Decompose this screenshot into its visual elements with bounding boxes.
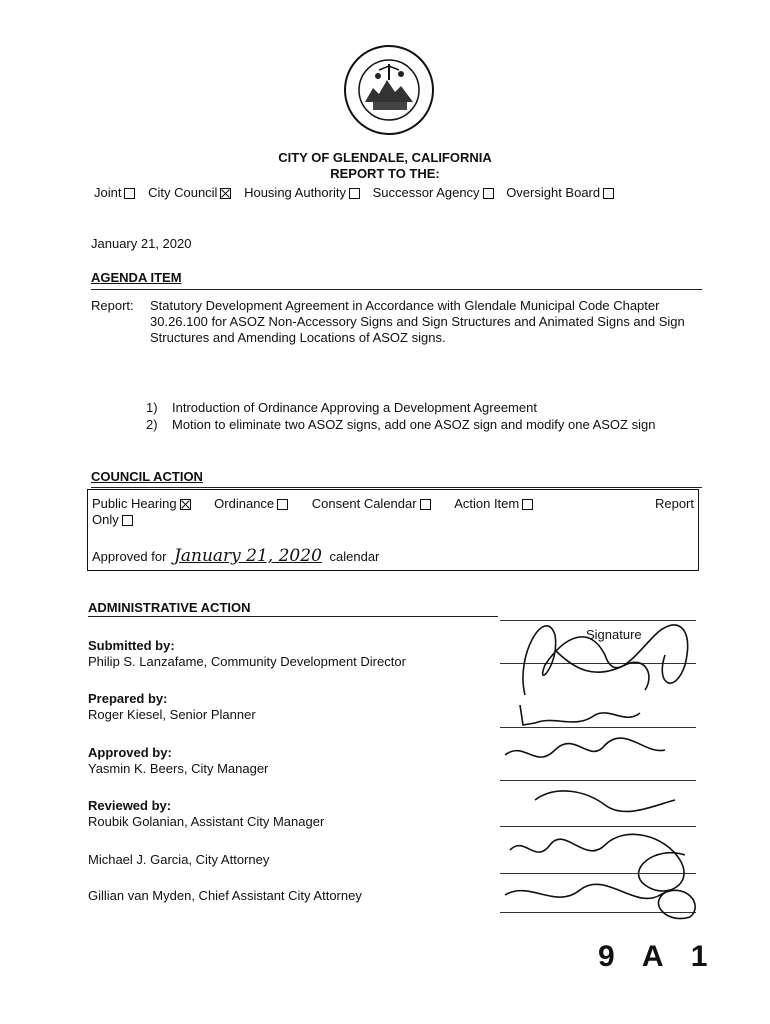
checkbox-city-council[interactable]: City Council xyxy=(148,185,231,200)
role-prepared-by: Prepared by: xyxy=(88,691,168,706)
agenda-rule xyxy=(91,289,702,290)
name-reviewed-by: Roubik Golanian, Assistant City Manager xyxy=(88,814,325,829)
name-submitted-by: Philip S. Lanzafame, Community Development Director xyxy=(88,654,406,669)
report-to-checkboxes xyxy=(94,185,614,200)
city-seal xyxy=(343,44,435,136)
council-action-heading: COUNCIL ACTION xyxy=(91,469,203,484)
checkbox-successor-agency[interactable]: Successor Agency xyxy=(373,185,494,200)
agenda-list-item: 2) Motion to eliminate two ASOZ signs, add one ASOZ sign and modify one ASOZ sign xyxy=(146,417,656,432)
agenda-item-heading: AGENDA ITEM xyxy=(91,270,182,285)
option-consent-calendar[interactable]: Consent Calendar xyxy=(312,496,431,511)
name-approved-by: Yasmin K. Beers, City Manager xyxy=(88,761,269,776)
report-text: Statutory Development Agreement in Accordance with Glendale Municipal Code Chapter 30.26.100 for ASOZ Non-Accessory Signs and Sign Structures and Animated Signs and Sign Structures and Amending Locations of ASOZ signs. xyxy=(150,298,685,345)
agenda-stamp: 9 A 1 xyxy=(598,940,718,973)
name-chief-assistant-city-attorney: Gillian van Myden, Chief Assistant City Attorney xyxy=(88,888,362,903)
report-label: Report: xyxy=(91,298,134,313)
signature-label: Signature xyxy=(586,627,642,642)
checkbox-housing-authority[interactable]: Housing Authority xyxy=(244,185,360,200)
council-action-box xyxy=(87,489,699,571)
checkbox-oversight-board[interactable]: Oversight Board xyxy=(506,185,614,200)
signatures-graphic xyxy=(495,595,715,925)
agenda-list-item: 1) Introduction of Ordinance Approving a Development Agreement xyxy=(146,400,537,415)
admin-rule xyxy=(88,616,498,617)
option-report-only[interactable]: Only xyxy=(92,512,133,527)
report-only-label: Report xyxy=(654,496,694,511)
checkbox-joint[interactable]: Joint xyxy=(94,185,135,200)
approved-for-line: Approved for January 21, 2020 calendar xyxy=(92,546,380,566)
checkbox-successor-agency-box xyxy=(483,188,494,199)
checkbox-oversight-board-box xyxy=(603,188,614,199)
council-rule xyxy=(91,487,702,488)
option-public-hearing[interactable]: Public Hearing xyxy=(92,496,191,511)
name-city-attorney: Michael J. Garcia, City Attorney xyxy=(88,852,270,867)
name-prepared-by: Roger Kiesel, Senior Planner xyxy=(88,707,256,722)
role-submitted-by: Submitted by: xyxy=(88,638,175,653)
option-action-item[interactable]: Action Item xyxy=(454,496,533,511)
role-reviewed-by: Reviewed by: xyxy=(88,798,172,813)
approved-handwritten-date: January 21, 2020 xyxy=(174,546,322,566)
admin-action-heading: ADMINISTRATIVE ACTION xyxy=(88,600,251,615)
checkbox-housing-authority-box xyxy=(349,188,360,199)
checkbox-joint-box xyxy=(124,188,135,199)
role-approved-by: Approved by: xyxy=(88,745,172,760)
agenda-report xyxy=(91,298,691,346)
checkbox-city-council-box xyxy=(220,188,231,199)
header-title: CITY OF GLENDALE, CALIFORNIA xyxy=(278,150,492,165)
report-date: January 21, 2020 xyxy=(91,236,192,251)
header-subtitle: REPORT TO THE: xyxy=(330,166,440,181)
option-ordinance[interactable]: Ordinance xyxy=(214,496,288,511)
